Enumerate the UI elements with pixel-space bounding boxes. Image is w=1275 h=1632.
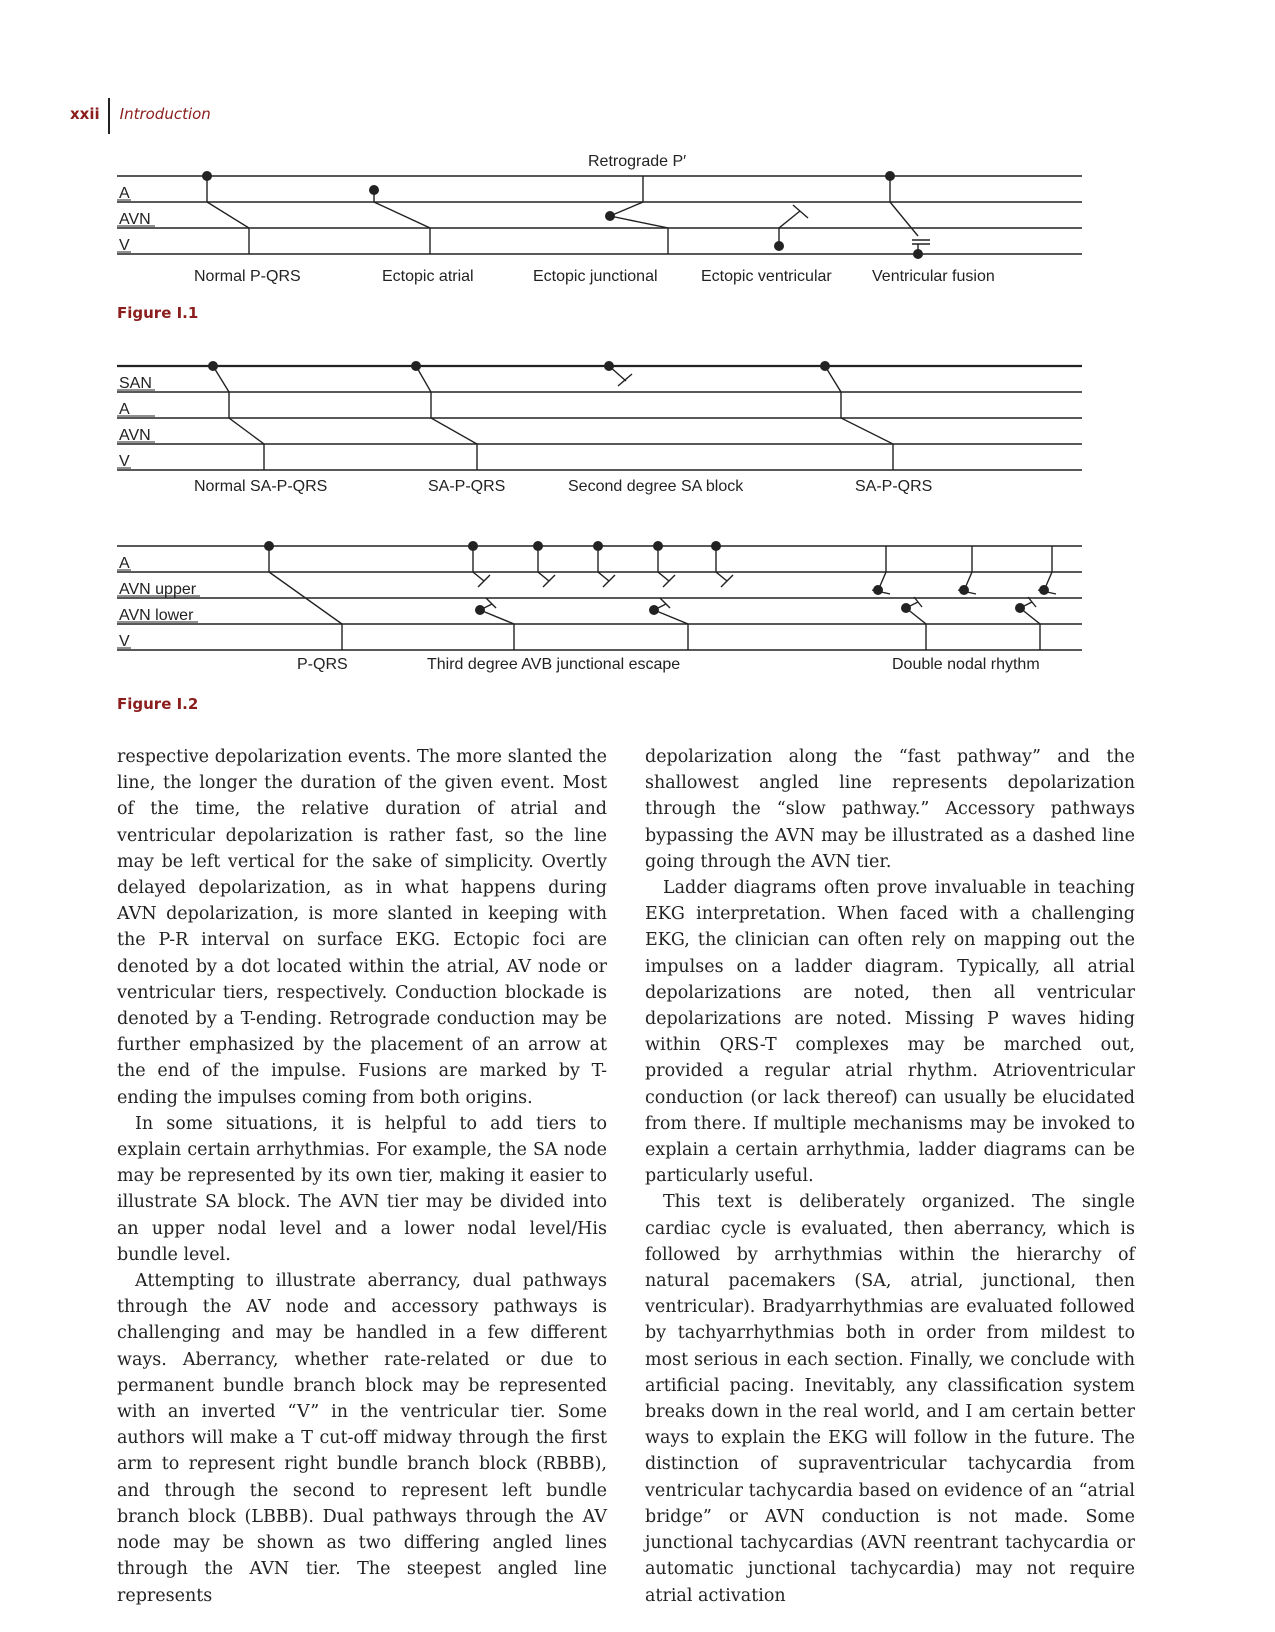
figure-1-caption: Figure I.1 xyxy=(117,304,199,322)
paragraph: Attempting to illustrate aberrancy, dual pathways through the AV node and accessory pathways is challenging and may be handled in a few different ways. Aberrancy, whether rate-related or due to permanent bundle branch block may be represented with an inverted “V” in the ventricular tier. Some authors will make a T cut-off midway through the first arm to represent right bundle branch block (RBBB), and through the second to represent left bundle branch block (LBBB). Dual pathways through the AV node may be shown as two differing angled lines through the AVN tier. The steepest angled line represents xyxy=(117,1271,607,1606)
running-header xyxy=(70,98,211,134)
paragraph: In some situations, it is helpful to add tiers to explain certain arrhythmias. For example, the SA node may be represented by its own tier, making it easier to illustrate SA block. The AVN tier may be divided into an upper nodal level and a lower nodal level/His bundle level. xyxy=(117,1113,607,1265)
focus-dot xyxy=(1039,585,1049,595)
tier-label-v: V xyxy=(119,237,130,254)
label-p-qrs: P-QRS xyxy=(297,656,348,673)
focus-dot xyxy=(264,541,274,551)
figure-2a-ladder-diagram xyxy=(0,350,1275,500)
figure-2b-ladder-diagram xyxy=(0,530,1275,680)
tier-label-v: V xyxy=(119,633,130,650)
tier-label-a: A xyxy=(119,401,130,418)
focus-dot xyxy=(913,249,923,259)
label-ectopic-atrial: Ectopic atrial xyxy=(382,268,474,285)
label-third-degree-avb: Third degree AVB junctional escape xyxy=(427,656,681,673)
focus-dot xyxy=(959,585,969,595)
body-column-left xyxy=(117,744,607,1609)
impulse-junctional-antegrade xyxy=(610,216,668,254)
focus-dot xyxy=(369,185,379,195)
impulse-fusion-antegrade xyxy=(890,176,918,236)
label-ectopic-ventricular: Ectopic ventricular xyxy=(701,268,832,285)
focus-dot xyxy=(468,541,478,551)
tier-label-a: A xyxy=(119,555,130,572)
paragraph: respective depolarization events. The more slanted the line, the longer the duration of the given event. Most of the time, the relative duration of atrial and ventricular depolarization is rather fast, so the line may be left vertical for the sake of simplicity. Overtly delayed depolarization, as in what happens during AVN depolarization, is more slanted in keeping with the P-R interval on surface EKG. Ectopic foci are denoted by a dot located within the atrial, AV node or ventricular tiers, respectively. Conduction blockade is denoted by a T-ending. Retrograde conduction may be further emphasized by the placement of an arrow at the end of the impulse. Fusions are marked by T-ending the impulses coming from both origins. xyxy=(117,747,607,1108)
focus-dot xyxy=(605,211,615,221)
tier-label-avn: AVN xyxy=(119,427,151,444)
tier-label-avn-lower: AVN lower xyxy=(119,607,194,624)
page-number: xxii xyxy=(70,105,100,123)
tier-label-avn-upper: AVN upper xyxy=(119,581,197,598)
focus-dot xyxy=(533,541,543,551)
label-ventricular-fusion: Ventricular fusion xyxy=(872,268,995,285)
focus-dot xyxy=(202,171,212,181)
paragraph: depolarization along the “fast pathway” and the shallowest angled line represents depolarization through the “slow pathway.” Accessory pathways bypassing the AVN may be illustrated as a dashed line going through the AVN tier. xyxy=(645,747,1135,872)
label-second-degree-sa-block: Second degree SA block xyxy=(568,478,744,495)
focus-dot xyxy=(475,605,485,615)
focus-dot xyxy=(1015,603,1025,613)
focus-dot xyxy=(820,361,830,371)
tier-label-v: V xyxy=(119,453,130,470)
focus-dot xyxy=(649,605,659,615)
running-head-title: Introduction xyxy=(119,105,211,123)
tier-label-a: A xyxy=(119,185,130,202)
focus-dot xyxy=(208,361,218,371)
impulse-normal xyxy=(207,176,249,254)
focus-dot xyxy=(411,361,421,371)
focus-dot xyxy=(593,541,603,551)
focus-dot xyxy=(901,603,911,613)
focus-dot xyxy=(711,541,721,551)
paragraph: This text is deliberately organized. The single cardiac cycle is evaluated, then aberrancy, which is followed by arrhythmias within the hierarchy of natural pacemakers (SA, atrial, junctional, then ventricular). Bradyarrhythmias are evaluated followed by tachyarrhythmias both in order from mildest to most serious in each section. Finally, we conclude with artificial pacing. Inevitably, any classification system breaks down in the real world, and I am certain better ways to explain the EKG will follow in the future. The distinction of supraventricular tachycardia from ventricular tachycardia based on evidence of an “atrial bridge” or AVN conduction is not made. Some junctional tachycardias (AVN reentrant tachycardia or automatic junctional tachycardia) may not require atrial activation xyxy=(645,1192,1135,1606)
tier-label-avn: AVN xyxy=(119,211,151,228)
label-double-nodal-rhythm: Double nodal rhythm xyxy=(892,656,1040,673)
label-retrograde-p: Retrograde P′ xyxy=(588,153,687,170)
focus-dot xyxy=(774,241,784,251)
focus-dot xyxy=(885,171,895,181)
focus-dot xyxy=(873,585,883,595)
block-t-ending xyxy=(793,205,808,218)
paragraph: Ladder diagrams often prove invaluable in teaching EKG interpretation. When faced with a challenging EKG, the clinician can often rely on mapping out the impulses on a ladder diagram. Typically, all atrial depolarizations are noted, then all ventricular depolarizations are noted. Missing P waves hiding within QRS-T complexes may be marched out, provided a regular atrial rhythm. Atrioventricular conduction (or lack thereof) can usually be elucidated from there. If multiple mechanisms may be invoked to explain a certain arrhythmia, ladder diagrams can be particularly useful. xyxy=(645,878,1135,1187)
focus-dot xyxy=(604,361,614,371)
focus-dot xyxy=(653,541,663,551)
figure-2-caption: Figure I.2 xyxy=(117,695,199,713)
impulse-junctional-retrograde xyxy=(610,176,643,216)
impulse-ectopic-atrial xyxy=(374,190,430,254)
label-sa-p-qrs: SA-P-QRS xyxy=(428,478,506,495)
label-normal-sa-p-qrs: Normal SA-P-QRS xyxy=(194,478,328,495)
label-ectopic-junctional: Ectopic junctional xyxy=(533,268,658,285)
label-sa-p-qrs-2: SA-P-QRS xyxy=(855,478,933,495)
label-normal-p-qrs: Normal P-QRS xyxy=(194,268,301,285)
tier-label-san: SAN xyxy=(119,375,152,392)
body-column-right xyxy=(645,744,1135,1609)
